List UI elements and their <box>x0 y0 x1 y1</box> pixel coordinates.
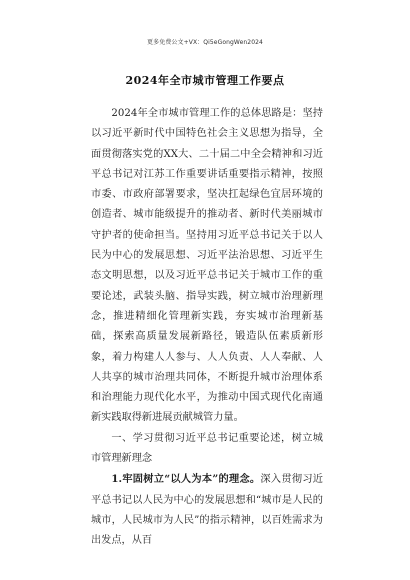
header-note: 更多免费公文+VX：Qi5eGongWen2024 <box>147 39 263 46</box>
item-1-lead: 1.牢固树立“以人为本”的理念。 <box>111 473 261 486</box>
paragraph-overall-approach: 2024年全市城市管理工作的总体思路是：坚持以习近平新时代中国特色社会主义思想为指导，全面贯彻落实党的XX大、二十届二中全会精神和习近平总书记对江苏工作重要讲话重要指示精神，按照市委、市政府部署要求，坚决扛起绿色宜居环境的创造者、城市能级提升的推动者、新时代美丽城市守护者的使命担当。坚持用习近平总书记关于以人民为中心的发展思想、习近平法治思想、习近平生态文明思想，以及习近平总书记关于城市工作的重要论述，武装头脑、指导实践，树立城市治理新理念，推进精细化管理新实践，夯实城市治理新基础，探索高质量发展新路径，锻造队伍素质新形象，着力构建人人参与、人人负责、人人奉献、人人共享的城市治理共同体，不断提升城市治理体系和治理能力现代化水平，为推动中国式现代化南通新实践取得新进展贡献城管力量。 <box>91 108 323 424</box>
section-heading-1: 一、学习贯彻习近平总书记重要论述，树立城市管理新理念 <box>91 432 323 465</box>
document-title: 2024年全市城市管理工作要点 <box>125 74 285 87</box>
paragraph-item-1 <box>91 469 323 551</box>
document-body <box>91 104 323 552</box>
item-1-text: 深入贯彻习近平总书记以人民为中心的发展思想和“城市是人民的城市，人民城市为人民”的指示精神，以百姓需求为出发点，从百 <box>91 474 323 547</box>
